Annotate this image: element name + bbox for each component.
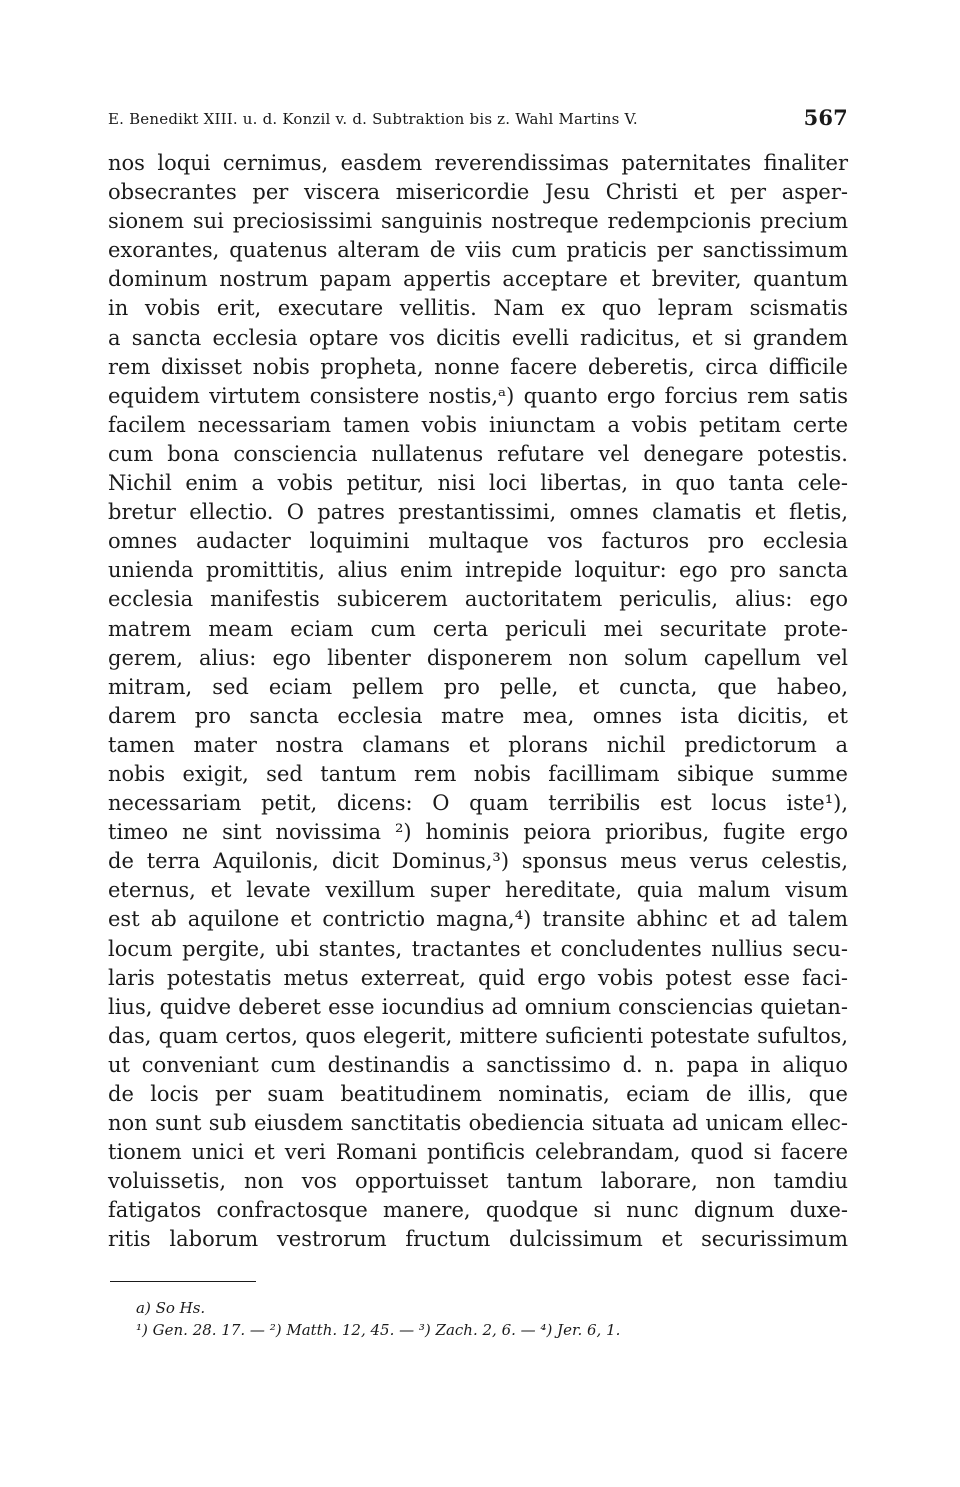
- text-line: Nichil enim a vobis petitur, nisi loci libertas, in quo tanta cele-: [108, 471, 848, 496]
- running-head: [108, 104, 848, 132]
- text-line: exorantes, quatenus alteram de viis cum praticis per sanctissimum: [108, 238, 848, 263]
- footnote-textual: a) So Hs.: [136, 1299, 206, 1317]
- text-line: mitram, sed eciam pellem pro pelle, et cuncta, que habeo,: [108, 674, 848, 699]
- text-line: equidem virtutem consistere nostis,ᵃ) quanto ergo forcius rem satis: [108, 383, 848, 408]
- text-line: est ab aquilone et contrictio magna,⁴) transite abhinc et ad talem: [108, 907, 848, 932]
- body-text: [108, 149, 848, 1255]
- text-line: fatigatos confractosque manere, quodque si nunc dignum duxe-: [108, 1198, 848, 1223]
- text-line: voluissetis, non vos opportuisset tantum laborare, non tamdiu: [108, 1169, 848, 1194]
- text-line: omnes audacter loquimini multaque vos facturos pro ecclesia: [108, 529, 848, 554]
- page-number: 567: [803, 105, 848, 130]
- text-line: facilem necessariam tamen vobis iniunctam a vobis petitam certe: [108, 412, 848, 437]
- text-line: de terra Aquilonis, dicit Dominus,³) sponsus meus verus celestis,: [108, 849, 848, 874]
- text-line: in vobis erit, executare vellitis. Nam ex quo lepram scismatis: [108, 296, 848, 321]
- text-line: das, quam certos, quos elegerit, mittere suficienti potestate sufultos,: [108, 1023, 848, 1048]
- text-line: timeo ne sint novissima ²) hominis peiora prioribus, fugite ergo: [108, 820, 848, 845]
- text-line: unienda promittitis, alius enim intrepide loquitur: ego pro sancta: [108, 558, 848, 583]
- text-line: tionem unici et veri Romani pontificis celebrandam, quod si facere: [108, 1140, 848, 1165]
- text-line: locum pergite, ubi stantes, tractantes et concludentes nullius secu-: [108, 936, 848, 961]
- text-line: a sancta ecclesia optare vos dicitis evelli radicitus, et si grandem: [108, 325, 848, 350]
- footnotes: [136, 1297, 836, 1341]
- text-line: eternus, et levate vexillum super hereditate, quia malum visum: [108, 878, 848, 903]
- footnote-rule: [110, 1281, 256, 1282]
- text-line: necessariam petit, dicens: O quam terribilis est locus iste¹),: [108, 791, 848, 816]
- text-line: matrem meam eciam cum certa periculi mei securitate prote-: [108, 616, 848, 641]
- text-line: non sunt sub eiusdem sanctitatis obediencia situata ad unicam ellec-: [108, 1111, 848, 1136]
- text-line: lius, quidve deberet esse iocundius ad omnium consciencias quietan-: [108, 994, 848, 1019]
- text-line: ritis laborum vestrorum fructum dulcissimum et securissimum: [108, 1227, 848, 1252]
- text-line: sionem sui preciosissimi sanguinis nostreque redempcionis precium: [108, 209, 848, 234]
- text-line: ut conveniant cum destinandis a sanctissimo d. n. papa in aliquo: [108, 1052, 848, 1077]
- text-line: bretur ellectio. O patres prestantissimi, omnes clamatis et fletis,: [108, 500, 848, 525]
- text-line: darem pro sancta ecclesia matre mea, omnes ista dicitis, et: [108, 703, 848, 728]
- running-head-title: E. Benedikt XIII. u. d. Konzil v. d. Subtraktion bis z. Wahl Martins V.: [108, 110, 638, 128]
- text-line: de locis per suam beatitudinem nominatis, eciam de illis, que: [108, 1082, 848, 1106]
- text-line: nobis exigit, sed tantum rem nobis facillimam sibique summe: [108, 761, 848, 786]
- text-line: obsecrantes per viscera misericordie Jesu Christi et per asper-: [108, 180, 848, 205]
- text-line: laris potestatis metus exterreat, quid ergo vobis potest esse faci-: [108, 965, 848, 990]
- text-line: tamen mater nostra clamans et plorans nichil predictorum a: [108, 732, 848, 757]
- footnote-references: ¹) Gen. 28. 17. — ²) Matth. 12, 45. — ³) Zach. 2, 6. — ⁴) Jer. 6, 1.: [136, 1321, 621, 1339]
- text-line: dominum nostrum papam appertis acceptare et breviter, quantum: [108, 267, 848, 292]
- text-line: rem dixisset nobis propheta, nonne facere deberetis, circa difficile: [108, 354, 848, 379]
- text-line: gerem, alius: ego libenter disponerem non solum capellum vel: [108, 645, 848, 670]
- text-line: nos loqui cernimus, easdem reverendissimas paternitates finaliter: [108, 151, 848, 175]
- text-line: cum bona consciencia nullatenus refutare vel denegare potestis.: [108, 441, 848, 466]
- text-line: ecclesia manifestis subicerem auctoritatem periculis, alius: ego: [108, 587, 848, 612]
